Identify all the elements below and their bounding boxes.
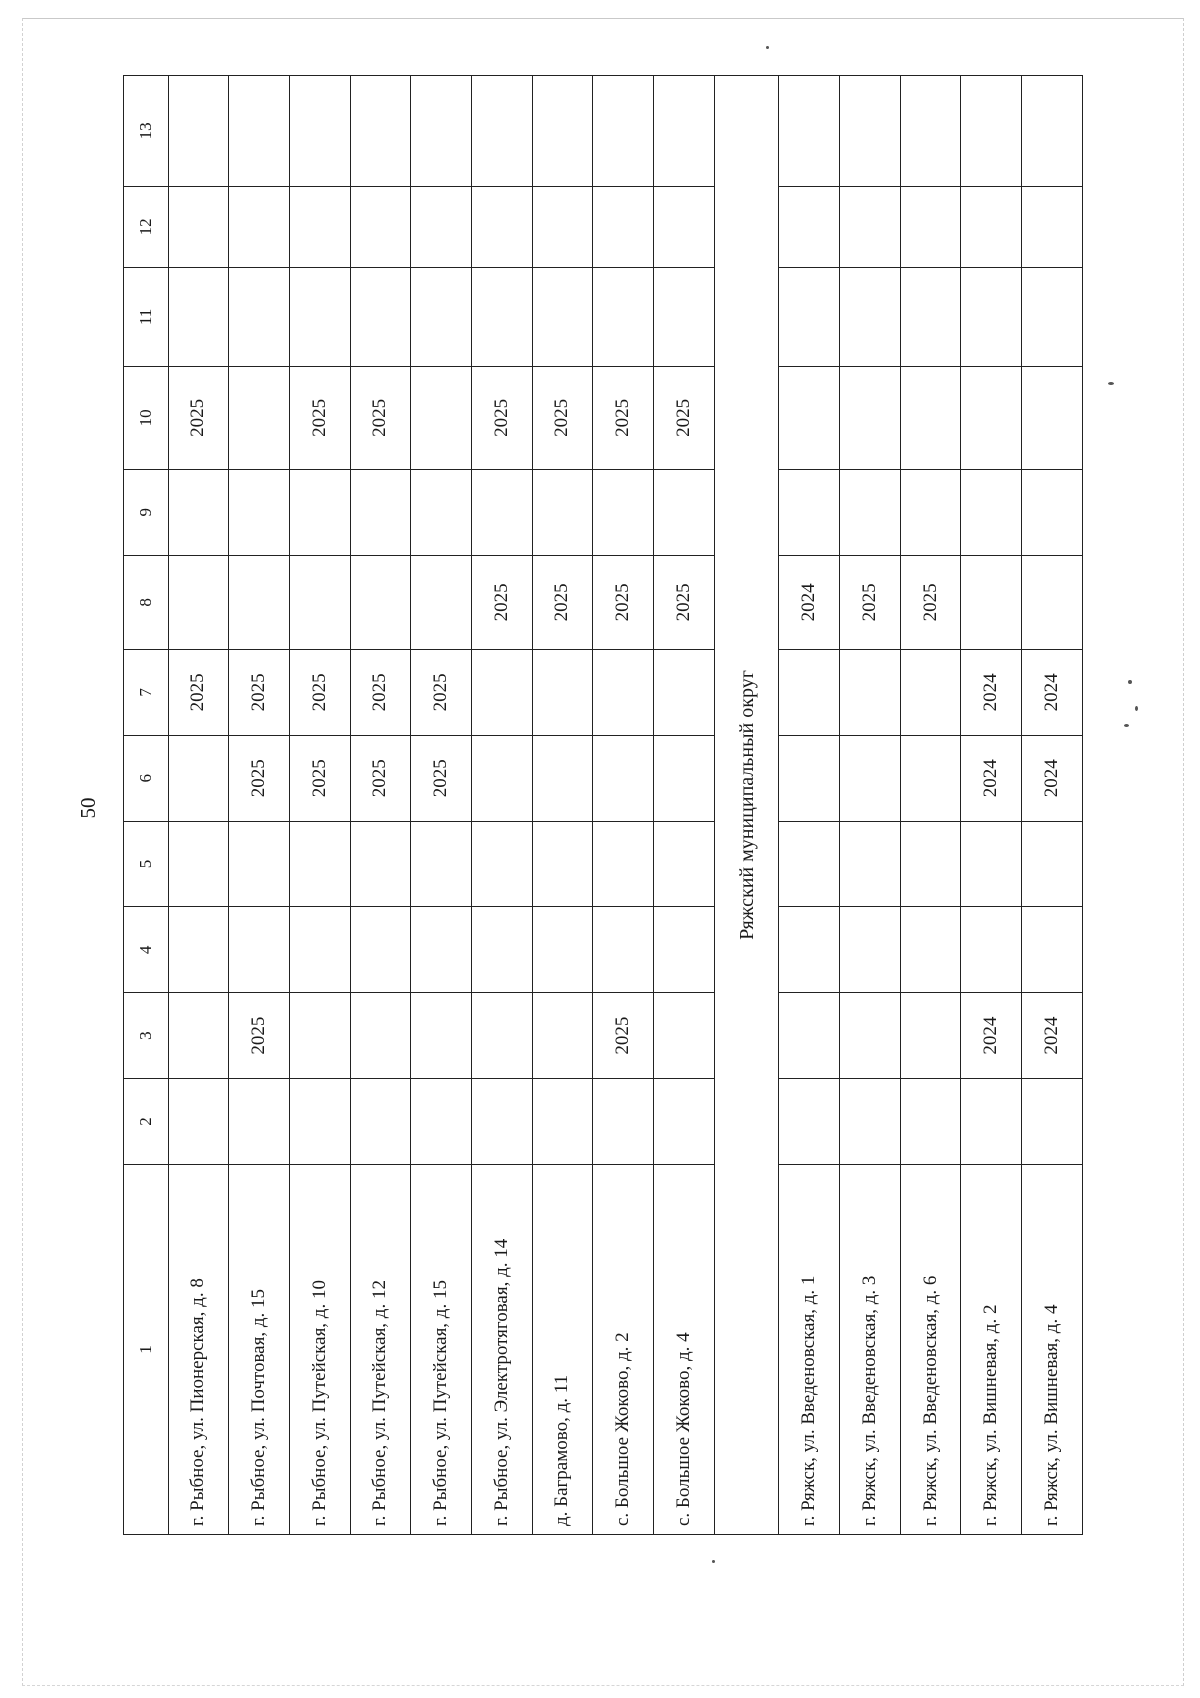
year-cell: [840, 366, 901, 469]
year-cell: [1022, 469, 1083, 555]
header-cell: 12: [124, 186, 169, 268]
year-cell: [471, 186, 532, 268]
year-cell: [411, 993, 472, 1079]
table-row: [1022, 76, 1083, 1535]
year-cell: [168, 76, 229, 187]
year-cell: [471, 907, 532, 993]
year-cell: [654, 76, 715, 187]
rotated-table-container: [123, 75, 1083, 1535]
header-cell: 3: [124, 993, 169, 1079]
year-cell: [411, 1079, 472, 1165]
year-cell: [961, 186, 1022, 268]
year-cell: 2025: [593, 993, 654, 1079]
year-cell: 2025: [350, 366, 411, 469]
header-cell: 1: [124, 1164, 169, 1534]
header-cell: 11: [124, 268, 169, 367]
table-header-row: [124, 76, 169, 1535]
year-cell: [779, 76, 840, 187]
table-row: [900, 76, 961, 1535]
year-cell: [961, 1079, 1022, 1165]
table-row: [593, 76, 654, 1535]
year-cell: [900, 268, 961, 367]
year-cell: [532, 907, 593, 993]
year-cell: [900, 650, 961, 736]
year-cell: [350, 555, 411, 649]
repair-schedule-table: [123, 75, 1083, 1535]
year-cell: [900, 1079, 961, 1165]
year-cell: [168, 735, 229, 821]
address-cell: г. Ряжск, ул. Введеновская, д. 3: [840, 1164, 901, 1534]
year-cell: [840, 469, 901, 555]
year-cell: [900, 186, 961, 268]
year-cell: 2025: [593, 555, 654, 649]
year-cell: [289, 1079, 350, 1165]
year-cell: [779, 650, 840, 736]
year-cell: [900, 993, 961, 1079]
year-cell: [779, 907, 840, 993]
scan-speck: [1135, 706, 1138, 711]
year-cell: [961, 76, 1022, 187]
year-cell: [900, 821, 961, 907]
address-cell: г. Рыбное, ул. Путейская, д. 15: [411, 1164, 472, 1534]
year-cell: [593, 735, 654, 821]
year-cell: [229, 469, 290, 555]
table-row: [840, 76, 901, 1535]
page-number: 50: [76, 797, 100, 819]
year-cell: 2025: [229, 650, 290, 736]
scan-speck: [1108, 382, 1114, 385]
year-cell: [840, 76, 901, 187]
address-cell: г. Ряжск, ул. Вишневая, д. 4: [1022, 1164, 1083, 1534]
year-cell: [1022, 1079, 1083, 1165]
year-cell: [289, 76, 350, 187]
year-cell: [411, 76, 472, 187]
year-cell: 2024: [961, 993, 1022, 1079]
year-cell: [593, 268, 654, 367]
address-cell: г. Ряжск, ул. Введеновская, д. 1: [779, 1164, 840, 1534]
year-cell: 2025: [593, 366, 654, 469]
year-cell: [350, 907, 411, 993]
year-cell: 2025: [289, 650, 350, 736]
scan-speck: [766, 46, 769, 49]
year-cell: [229, 186, 290, 268]
year-cell: 2024: [1022, 993, 1083, 1079]
year-cell: [900, 469, 961, 555]
year-cell: 2025: [229, 735, 290, 821]
year-cell: [654, 993, 715, 1079]
year-cell: [350, 993, 411, 1079]
table-row: [961, 76, 1022, 1535]
table-row: [168, 76, 229, 1535]
year-cell: [593, 76, 654, 187]
year-cell: [229, 1079, 290, 1165]
year-cell: [350, 821, 411, 907]
year-cell: [1022, 907, 1083, 993]
year-cell: [289, 268, 350, 367]
header-cell: 7: [124, 650, 169, 736]
year-cell: [350, 469, 411, 555]
year-cell: 2024: [961, 735, 1022, 821]
year-cell: [471, 76, 532, 187]
year-cell: [593, 186, 654, 268]
year-cell: [654, 1079, 715, 1165]
address-cell: с. Большое Жоково, д. 4: [654, 1164, 715, 1534]
year-cell: [900, 907, 961, 993]
year-cell: [961, 555, 1022, 649]
year-cell: 2025: [471, 555, 532, 649]
year-cell: [961, 469, 1022, 555]
year-cell: [350, 268, 411, 367]
year-cell: 2025: [168, 366, 229, 469]
year-cell: 2025: [168, 650, 229, 736]
year-cell: [411, 907, 472, 993]
year-cell: [779, 186, 840, 268]
year-cell: [471, 735, 532, 821]
year-cell: [532, 186, 593, 268]
address-cell: г. Рыбное, ул. Путейская, д. 10: [289, 1164, 350, 1534]
year-cell: [1022, 268, 1083, 367]
header-cell: 9: [124, 469, 169, 555]
year-cell: [840, 1079, 901, 1165]
year-cell: [779, 366, 840, 469]
year-cell: [961, 821, 1022, 907]
year-cell: [779, 1079, 840, 1165]
year-cell: [840, 993, 901, 1079]
year-cell: [229, 366, 290, 469]
address-cell: г. Рыбное, ул. Почтовая, д. 15: [229, 1164, 290, 1534]
year-cell: [654, 650, 715, 736]
year-cell: [593, 469, 654, 555]
year-cell: [1022, 821, 1083, 907]
year-cell: [289, 555, 350, 649]
year-cell: [900, 366, 961, 469]
year-cell: [532, 735, 593, 821]
year-cell: [411, 186, 472, 268]
year-cell: [411, 469, 472, 555]
year-cell: [840, 735, 901, 821]
year-cell: [229, 76, 290, 187]
address-cell: д. Баграмово, д. 11: [532, 1164, 593, 1534]
section-title: Ряжский муниципальный округ: [714, 76, 779, 1535]
table-row: [229, 76, 290, 1535]
header-cell: 8: [124, 555, 169, 649]
year-cell: [593, 1079, 654, 1165]
year-cell: 2025: [350, 735, 411, 821]
header-cell: 4: [124, 907, 169, 993]
year-cell: [168, 993, 229, 1079]
year-cell: [168, 821, 229, 907]
year-cell: [229, 821, 290, 907]
year-cell: [350, 186, 411, 268]
year-cell: [168, 469, 229, 555]
year-cell: [654, 821, 715, 907]
year-cell: [779, 735, 840, 821]
table-row: [350, 76, 411, 1535]
address-cell: г. Ряжск, ул. Введеновская, д. 6: [900, 1164, 961, 1534]
year-cell: [168, 186, 229, 268]
year-cell: 2025: [654, 366, 715, 469]
year-cell: [168, 555, 229, 649]
year-cell: [961, 268, 1022, 367]
year-cell: [229, 555, 290, 649]
year-cell: [532, 76, 593, 187]
year-cell: [289, 186, 350, 268]
year-cell: 2024: [1022, 735, 1083, 821]
year-cell: [654, 469, 715, 555]
address-cell: г. Ряжск, ул. Вишневая, д. 2: [961, 1164, 1022, 1534]
year-cell: [961, 907, 1022, 993]
year-cell: [532, 993, 593, 1079]
year-cell: [900, 735, 961, 821]
year-cell: 2025: [654, 555, 715, 649]
year-cell: [168, 268, 229, 367]
year-cell: [593, 821, 654, 907]
year-cell: 2025: [411, 650, 472, 736]
year-cell: [411, 821, 472, 907]
year-cell: [532, 821, 593, 907]
year-cell: 2025: [229, 993, 290, 1079]
year-cell: 2024: [779, 555, 840, 649]
year-cell: 2024: [1022, 650, 1083, 736]
year-cell: [779, 469, 840, 555]
year-cell: [840, 907, 901, 993]
address-cell: с. Большое Жоково, д. 2: [593, 1164, 654, 1534]
address-cell: г. Рыбное, ул. Путейская, д. 12: [350, 1164, 411, 1534]
year-cell: [289, 907, 350, 993]
year-cell: 2025: [532, 555, 593, 649]
header-cell: 6: [124, 735, 169, 821]
table-row: [471, 76, 532, 1535]
year-cell: [593, 907, 654, 993]
scan-speck: [1124, 724, 1129, 727]
header-cell: 13: [124, 76, 169, 187]
year-cell: [654, 186, 715, 268]
year-cell: [532, 1079, 593, 1165]
table-row: [654, 76, 715, 1535]
year-cell: [411, 268, 472, 367]
year-cell: 2025: [411, 735, 472, 821]
year-cell: [779, 268, 840, 367]
scan-speck: [1128, 680, 1132, 684]
year-cell: [840, 186, 901, 268]
year-cell: [532, 268, 593, 367]
year-cell: [779, 993, 840, 1079]
header-cell: 5: [124, 821, 169, 907]
year-cell: 2025: [532, 366, 593, 469]
section-row: [714, 76, 779, 1535]
year-cell: [411, 555, 472, 649]
address-cell: г. Рыбное, ул. Пионерская, д. 8: [168, 1164, 229, 1534]
scan-speck: [712, 1560, 715, 1563]
year-cell: 2025: [471, 366, 532, 469]
year-cell: [654, 907, 715, 993]
address-cell: г. Рыбное, ул. Электротяговая, д. 14: [471, 1164, 532, 1534]
year-cell: 2025: [350, 650, 411, 736]
year-cell: [779, 821, 840, 907]
year-cell: [289, 993, 350, 1079]
year-cell: [654, 735, 715, 821]
year-cell: [1022, 555, 1083, 649]
year-cell: [840, 821, 901, 907]
year-cell: [654, 268, 715, 367]
year-cell: [471, 821, 532, 907]
year-cell: [411, 366, 472, 469]
year-cell: [532, 469, 593, 555]
year-cell: [1022, 186, 1083, 268]
year-cell: 2025: [289, 735, 350, 821]
year-cell: 2025: [840, 555, 901, 649]
table-row: [779, 76, 840, 1535]
year-cell: [229, 268, 290, 367]
year-cell: [350, 76, 411, 187]
year-cell: [961, 366, 1022, 469]
year-cell: [471, 993, 532, 1079]
table-row: [411, 76, 472, 1535]
year-cell: [289, 469, 350, 555]
table-row: [532, 76, 593, 1535]
year-cell: [840, 268, 901, 367]
year-cell: [532, 650, 593, 736]
year-cell: [840, 650, 901, 736]
year-cell: [471, 469, 532, 555]
year-cell: 2025: [289, 366, 350, 469]
table-row: [289, 76, 350, 1535]
year-cell: [168, 1079, 229, 1165]
year-cell: [471, 650, 532, 736]
year-cell: [1022, 366, 1083, 469]
year-cell: 2024: [961, 650, 1022, 736]
year-cell: [593, 650, 654, 736]
year-cell: [900, 76, 961, 187]
year-cell: 2025: [900, 555, 961, 649]
year-cell: [471, 268, 532, 367]
year-cell: [471, 1079, 532, 1165]
header-cell: 10: [124, 366, 169, 469]
year-cell: [289, 821, 350, 907]
header-cell: 2: [124, 1079, 169, 1165]
year-cell: [1022, 76, 1083, 187]
year-cell: [350, 1079, 411, 1165]
year-cell: [229, 907, 290, 993]
year-cell: [168, 907, 229, 993]
